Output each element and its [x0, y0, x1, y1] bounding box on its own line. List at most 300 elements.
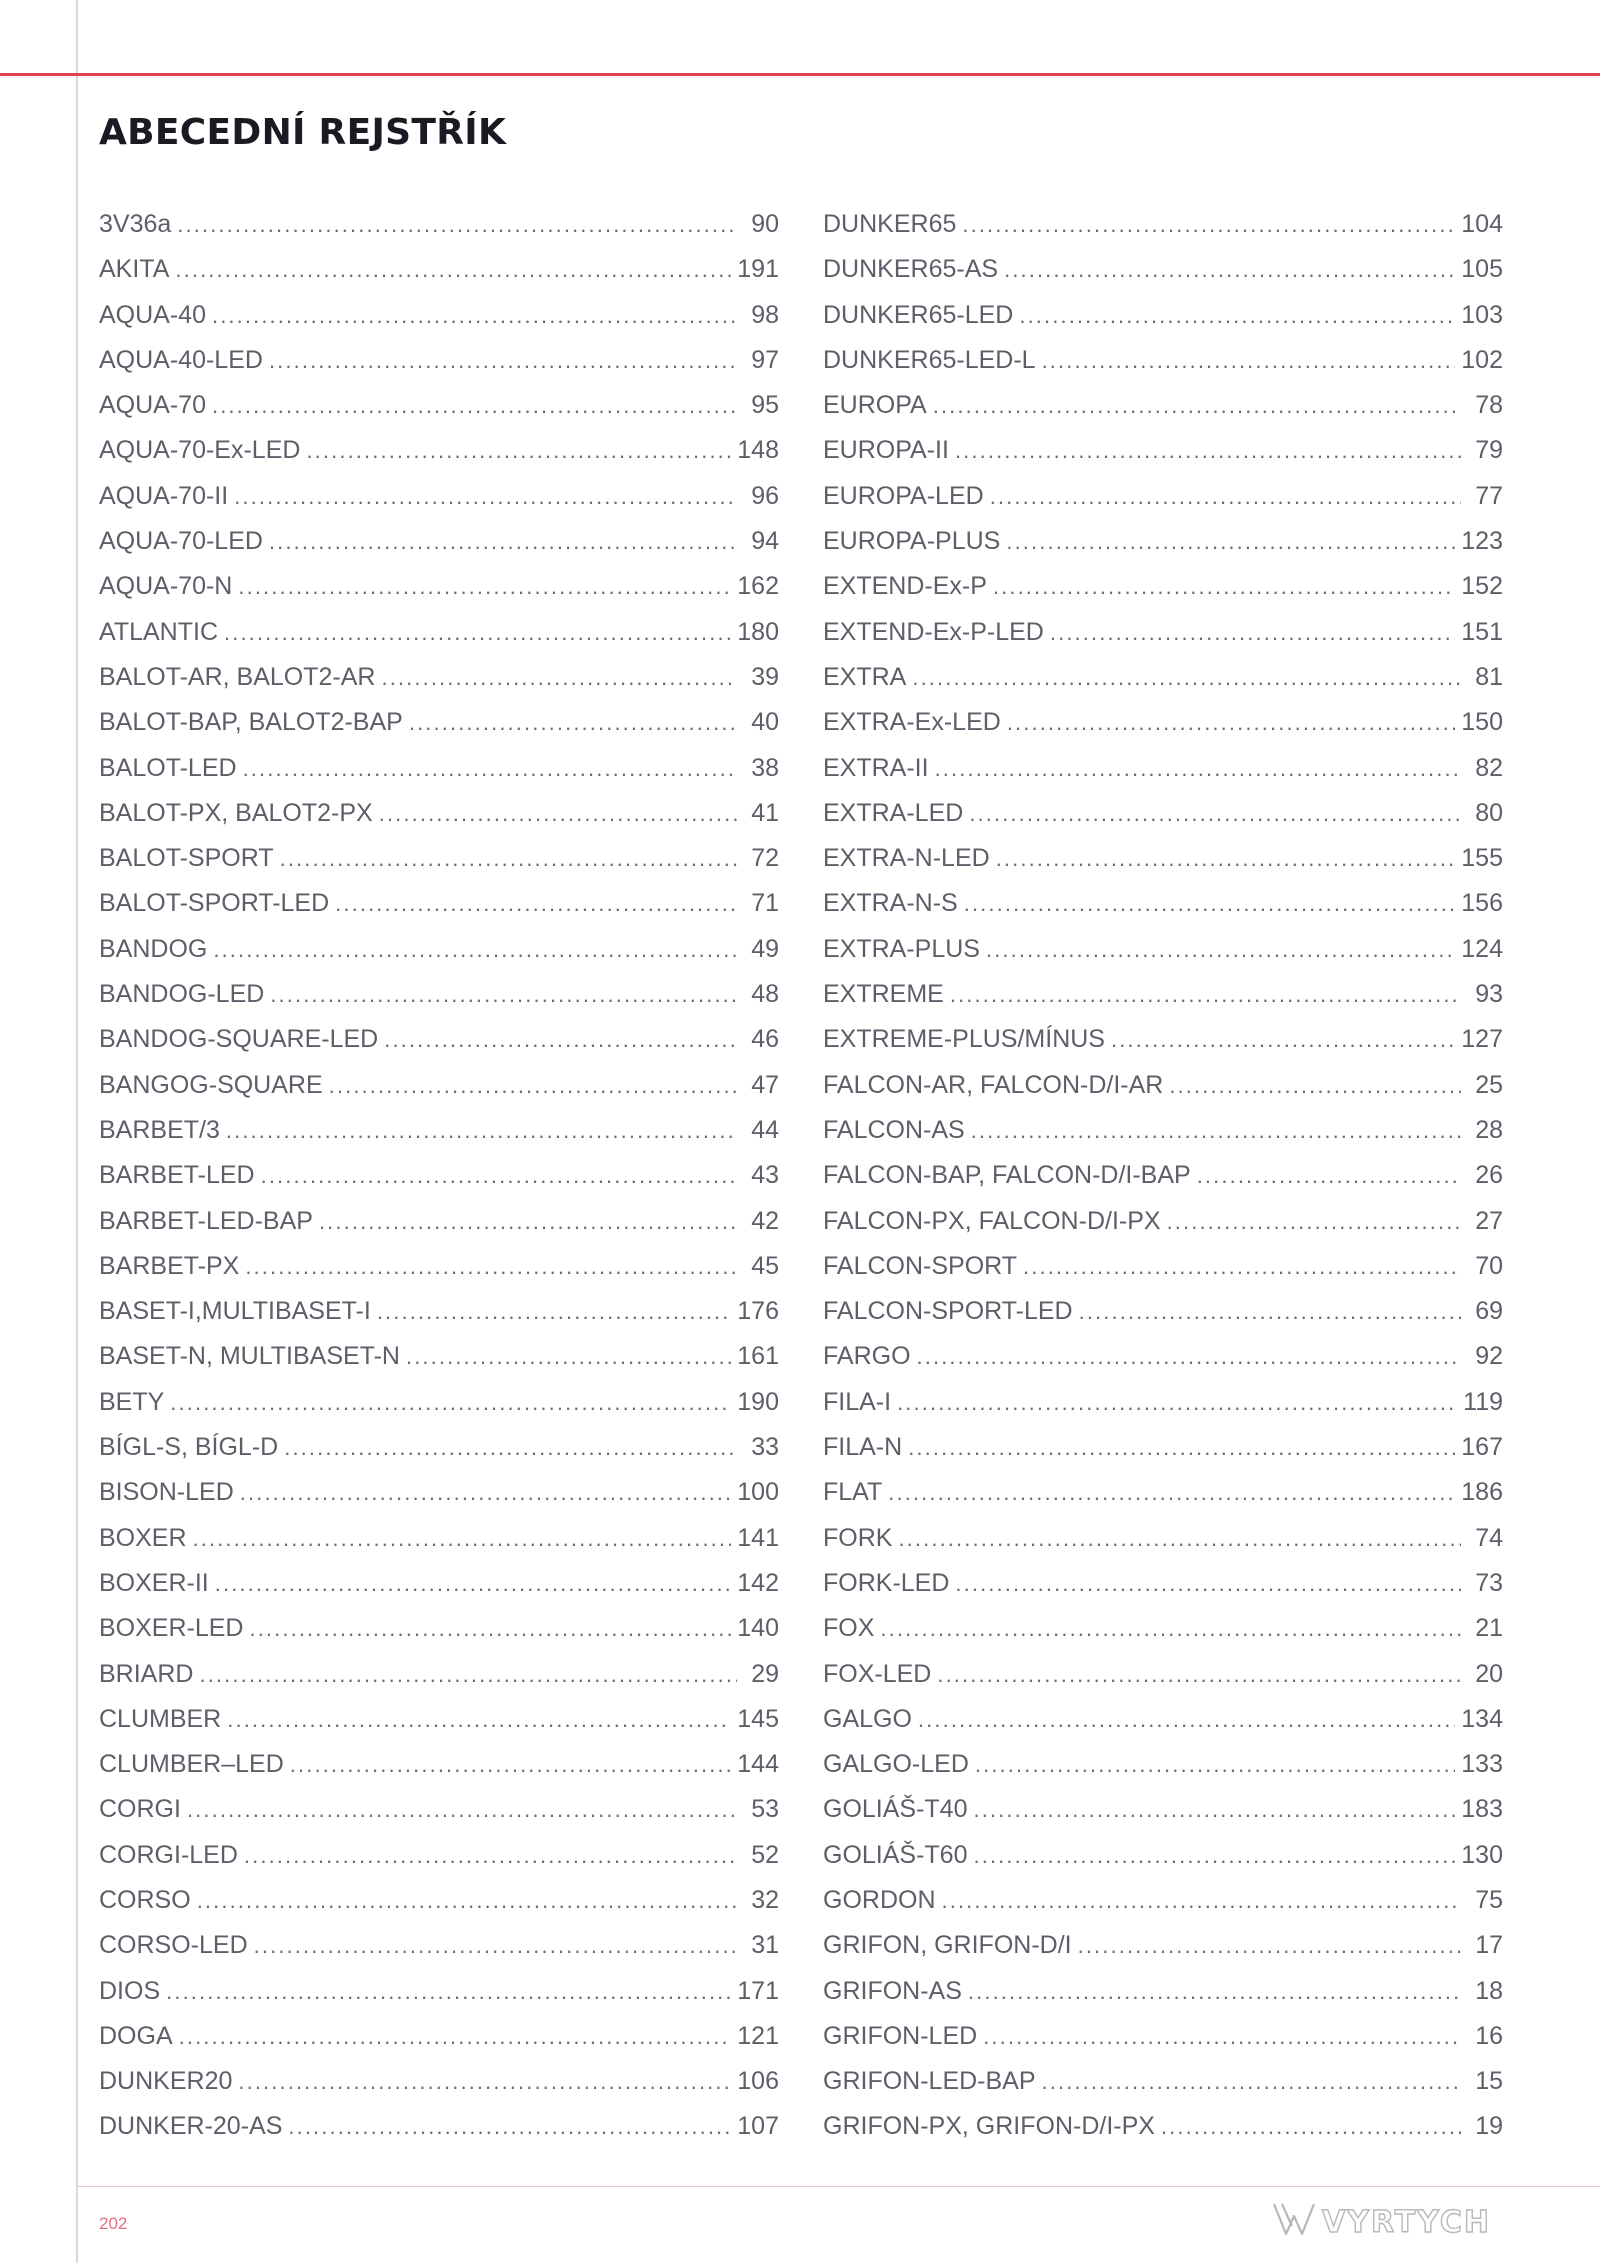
entry-name: BALOT-SPORT-LED	[99, 889, 330, 918]
entry-name: EXTRA-II	[823, 753, 929, 782]
entry-name: BETY	[99, 1387, 165, 1416]
index-entry	[99, 1841, 779, 1886]
entry-name: FORK-LED	[823, 1568, 950, 1597]
entry-name: BARBET-LED-BAP	[99, 1206, 313, 1235]
entry-page: 96	[751, 481, 779, 510]
index-entry	[99, 1660, 779, 1705]
entry-name: EXTEND-Ex-P-LED	[823, 617, 1044, 646]
entry-name: GRIFON, GRIFON-D/I	[823, 1931, 1072, 1960]
index-entry	[99, 1524, 779, 1569]
dot-leader	[1006, 529, 1455, 555]
footer-page-number: 202	[99, 2214, 128, 2233]
entry-name: FALCON-AR, FALCON-D/I-AR	[823, 1070, 1164, 1099]
index-entry	[823, 754, 1503, 799]
dot-leader	[1042, 2069, 1461, 2095]
dot-leader	[933, 393, 1461, 419]
index-entry	[823, 1931, 1503, 1976]
entry-name: FLAT	[823, 1478, 883, 1507]
index-entry	[99, 527, 779, 572]
entry-page: 41	[751, 798, 779, 827]
entry-page: 102	[1461, 345, 1503, 374]
dot-leader	[193, 1526, 732, 1552]
entry-name: GOLIÁŠ-T40	[823, 1795, 968, 1824]
dot-leader	[288, 2114, 731, 2140]
index-entry	[99, 935, 779, 980]
index-entry	[99, 663, 779, 708]
entry-name: FALCON-SPORT-LED	[823, 1297, 1073, 1326]
page-title: ABECEDNÍ REJSTŘÍK	[99, 112, 507, 153]
entry-name: DOGA	[99, 2021, 173, 2050]
entry-page: 134	[1461, 1704, 1503, 1733]
entry-name: BARBET-LED	[99, 1161, 255, 1190]
index-entry	[823, 1478, 1503, 1523]
dot-leader	[962, 212, 1455, 238]
entry-page: 145	[737, 1704, 779, 1733]
header-rule	[0, 73, 1600, 76]
dot-leader	[166, 1979, 731, 2005]
index-entry	[99, 1025, 779, 1070]
entry-page: 150	[1461, 708, 1503, 737]
entry-page: 38	[751, 753, 779, 782]
index-entry	[99, 255, 779, 300]
entry-page: 69	[1475, 1297, 1503, 1326]
entry-page: 32	[751, 1885, 779, 1914]
dot-leader	[329, 1073, 737, 1099]
entry-page: 80	[1475, 798, 1503, 827]
index-entry	[823, 255, 1503, 300]
entry-name: GRIFON-AS	[823, 1976, 962, 2005]
index-entry	[823, 301, 1503, 346]
index-entry	[99, 1161, 779, 1206]
entry-name: GALGO-LED	[823, 1750, 969, 1779]
entry-page: 90	[751, 210, 779, 238]
entry-name: EXTRA-N-S	[823, 889, 958, 918]
index-entry	[99, 1886, 779, 1931]
entry-name: BARBET/3	[99, 1115, 220, 1144]
entry-page: 103	[1461, 300, 1503, 329]
entry-name: FORK	[823, 1523, 893, 1552]
dot-leader	[993, 574, 1455, 600]
dot-leader	[917, 1344, 1461, 1370]
index-entry	[99, 1795, 779, 1840]
dot-leader	[1004, 257, 1455, 283]
entry-name: BANDOG	[99, 934, 208, 963]
dot-leader	[971, 1118, 1461, 1144]
entry-page: 20	[1475, 1659, 1503, 1688]
dot-leader	[381, 665, 737, 691]
entry-name: AQUA-70-II	[99, 481, 229, 510]
entry-name: GRIFON-LED-BAP	[823, 2067, 1036, 2096]
entry-name: FARGO	[823, 1342, 911, 1371]
entry-page: 156	[1461, 889, 1503, 918]
entry-name: GOLIÁŠ-T60	[823, 1840, 968, 1869]
index-entry	[823, 1750, 1503, 1795]
entry-name: EXTRA-LED	[823, 798, 964, 827]
index-entry	[99, 889, 779, 934]
entry-page: 53	[751, 1795, 779, 1824]
dot-leader	[888, 1480, 1455, 1506]
dot-leader	[170, 1390, 731, 1416]
entry-page: 121	[737, 2021, 779, 2050]
entry-page: 77	[1475, 481, 1503, 510]
entry-page: 98	[751, 300, 779, 329]
index-entry	[823, 210, 1503, 255]
index-entry	[99, 1071, 779, 1116]
entry-name: EXTREME-PLUS/MÍNUS	[823, 1025, 1105, 1054]
entry-page: 52	[751, 1840, 779, 1869]
dot-leader	[935, 756, 1461, 782]
index-entry	[823, 2067, 1503, 2112]
dot-leader	[227, 1707, 731, 1733]
index-column-left	[99, 210, 779, 2158]
dot-leader	[177, 212, 737, 238]
dot-leader	[244, 1843, 737, 1869]
entry-name: BARBET-PX	[99, 1251, 240, 1280]
index-entry	[99, 1297, 779, 1342]
dot-leader	[306, 438, 731, 464]
index-entry	[823, 436, 1503, 481]
dot-leader	[240, 1480, 732, 1506]
dot-leader	[975, 1752, 1455, 1778]
entry-name: BASET-N, MULTIBASET-N	[99, 1342, 400, 1371]
entry-page: 106	[737, 2067, 779, 2096]
entry-name: FALCON-SPORT	[823, 1251, 1018, 1280]
entry-page: 42	[751, 1206, 779, 1235]
entry-page: 47	[751, 1070, 779, 1099]
dot-leader	[880, 1616, 1461, 1642]
index-entry	[99, 482, 779, 527]
entry-page: 78	[1475, 391, 1503, 420]
entry-name: FALCON-BAP, FALCON-D/I-BAP	[823, 1161, 1191, 1190]
entry-page: 176	[737, 1297, 779, 1326]
entry-page: 39	[751, 662, 779, 691]
entry-name: AKITA	[99, 255, 170, 284]
index-entry	[99, 1705, 779, 1750]
entry-page: 100	[737, 1478, 779, 1507]
dot-leader	[898, 1526, 1461, 1552]
entry-name: AQUA-70-N	[99, 572, 233, 601]
dot-leader	[284, 1435, 737, 1461]
entry-page: 82	[1475, 753, 1503, 782]
index-entry	[99, 1750, 779, 1795]
entry-page: 191	[737, 255, 779, 284]
dot-leader	[335, 891, 737, 917]
entry-page: 73	[1475, 1568, 1503, 1597]
dot-leader	[290, 1752, 732, 1778]
entry-page: 107	[737, 2112, 779, 2141]
entry-page: 15	[1475, 2067, 1503, 2096]
dot-leader	[1169, 1073, 1461, 1099]
logo-wordmark: VYRTYCH	[1322, 2205, 1491, 2240]
entry-page: 75	[1475, 1885, 1503, 1914]
entry-page: 19	[1475, 2112, 1503, 2141]
index-entry	[99, 1388, 779, 1433]
dot-leader	[269, 529, 737, 555]
entry-name: DUNKER20	[99, 2067, 233, 2096]
index-entry	[823, 572, 1503, 617]
dot-leader	[996, 846, 1456, 872]
index-entry	[99, 1342, 779, 1387]
entry-page: 127	[1461, 1025, 1503, 1054]
entry-page: 155	[1461, 844, 1503, 873]
entry-name: BANGOG-SQUARE	[99, 1070, 323, 1099]
dot-leader	[964, 891, 1456, 917]
dot-leader	[942, 1888, 1462, 1914]
index-entry	[823, 1071, 1503, 1116]
dot-leader	[955, 438, 1461, 464]
dot-leader	[1111, 1027, 1455, 1053]
entry-name: BALOT-LED	[99, 753, 237, 782]
entry-name: EXTEND-Ex-P	[823, 572, 987, 601]
index-entry	[823, 346, 1503, 391]
entry-page: 152	[1461, 572, 1503, 601]
entry-name: GORDON	[823, 1885, 936, 1914]
entry-name: DUNKER65	[823, 210, 957, 238]
entry-name: CORSO-LED	[99, 1931, 248, 1960]
entry-name: DUNKER65-LED	[823, 300, 1014, 329]
entry-name: AQUA-70-Ex-LED	[99, 436, 301, 465]
entry-name: BISON-LED	[99, 1478, 234, 1507]
entry-name: BOXER-LED	[99, 1614, 244, 1643]
index-entry	[823, 1161, 1503, 1206]
index-entry	[99, 346, 779, 391]
entry-page: 45	[751, 1251, 779, 1280]
dot-leader	[245, 1254, 737, 1280]
entry-name: FOX	[823, 1614, 875, 1643]
dot-leader	[990, 484, 1461, 510]
entry-name: 3V36a	[99, 210, 172, 238]
entry-name: BANDOG-LED	[99, 980, 265, 1009]
index-entry	[99, 436, 779, 481]
index-entry	[823, 1433, 1503, 1478]
index-entry	[823, 1614, 1503, 1659]
dot-leader	[908, 1435, 1455, 1461]
entry-name: ATLANTIC	[99, 617, 218, 646]
entry-name: CORGI-LED	[99, 1840, 238, 1869]
index-entry	[823, 1841, 1503, 1886]
index-entry	[823, 1569, 1503, 1614]
entry-page: 148	[737, 436, 779, 465]
dot-leader	[319, 1209, 737, 1235]
entry-name: DUNKER-20-AS	[99, 2112, 283, 2141]
entry-page: 18	[1475, 1976, 1503, 2005]
vyrtych-logo	[1272, 2196, 1504, 2240]
index-entry	[823, 1342, 1503, 1387]
entry-page: 79	[1475, 436, 1503, 465]
entry-name: DIOS	[99, 1976, 161, 2005]
dot-leader	[377, 1299, 731, 1325]
dot-leader	[187, 1797, 737, 1823]
entry-page: 141	[737, 1523, 779, 1552]
index-entry	[99, 1931, 779, 1976]
index-entry	[99, 844, 779, 889]
entry-page: 48	[751, 980, 779, 1009]
dot-leader	[212, 303, 737, 329]
dot-leader	[955, 1571, 1461, 1597]
entry-page: 49	[751, 934, 779, 963]
entry-name: DUNKER65-LED-L	[823, 345, 1036, 374]
dot-leader	[212, 393, 737, 419]
index-entry	[823, 1795, 1503, 1840]
index-entry	[823, 1524, 1503, 1569]
index-entry	[99, 1433, 779, 1478]
entry-name: FALCON-PX, FALCON-D/I-PX	[823, 1206, 1161, 1235]
index-entry	[823, 1705, 1503, 1750]
entry-page: 27	[1475, 1206, 1503, 1235]
entry-name: EUROPA-PLUS	[823, 527, 1001, 556]
entry-page: 28	[1475, 1115, 1503, 1144]
entry-name: AQUA-70	[99, 391, 206, 420]
index-entry	[99, 1207, 779, 1252]
dot-leader	[1042, 348, 1456, 374]
entry-name: GRIFON-LED	[823, 2021, 978, 2050]
dot-leader	[1079, 1299, 1461, 1325]
entry-page: 43	[751, 1161, 779, 1190]
dot-leader	[238, 2069, 731, 2095]
left-margin-line	[76, 0, 78, 2263]
dot-leader	[897, 1390, 1457, 1416]
entry-name: AQUA-40-LED	[99, 345, 263, 374]
entry-name: BASET-I,MULTIBASET-I	[99, 1297, 371, 1326]
index-entry	[99, 1977, 779, 2022]
dot-leader	[234, 484, 737, 510]
dot-leader	[1161, 2114, 1461, 2140]
index-entry	[99, 754, 779, 799]
entry-page: 74	[1475, 1523, 1503, 1552]
entry-name: BÍGL-S, BÍGL-D	[99, 1433, 279, 1462]
dot-leader	[1023, 1254, 1461, 1280]
index-entry	[99, 301, 779, 346]
entry-page: 144	[737, 1750, 779, 1779]
dot-leader	[974, 1843, 1456, 1869]
dot-leader	[968, 1979, 1461, 2005]
entry-page: 95	[751, 391, 779, 420]
dot-leader	[1050, 620, 1455, 646]
entry-name: BALOT-BAP, BALOT2-BAP	[99, 708, 403, 737]
index-entry	[99, 980, 779, 1025]
entry-page: 161	[737, 1342, 779, 1371]
dot-leader	[215, 1571, 732, 1597]
index-entry	[823, 980, 1503, 1025]
entry-page: 72	[751, 844, 779, 873]
entry-name: EUROPA-LED	[823, 481, 984, 510]
entry-name: CLUMBER	[99, 1704, 222, 1733]
index-entry	[823, 2022, 1503, 2067]
entry-name: AQUA-70-LED	[99, 527, 263, 556]
dot-leader	[983, 2024, 1461, 2050]
dot-leader	[261, 1163, 737, 1189]
entry-page: 21	[1475, 1614, 1503, 1643]
entry-name: GALGO	[823, 1704, 912, 1733]
entry-page: 167	[1461, 1433, 1503, 1462]
dot-leader	[226, 1118, 737, 1144]
entry-name: BALOT-AR, BALOT2-AR	[99, 662, 376, 691]
entry-page: 119	[1463, 1387, 1503, 1416]
entry-name: BOXER	[99, 1523, 187, 1552]
entry-name: CLUMBER–LED	[99, 1750, 284, 1779]
entry-page: 94	[751, 527, 779, 556]
entry-page: 16	[1475, 2021, 1503, 2050]
entry-name: FALCON-AS	[823, 1115, 965, 1144]
index-entry	[99, 708, 779, 753]
entry-name: FOX-LED	[823, 1659, 932, 1688]
index-entry	[823, 663, 1503, 708]
entry-page: 25	[1475, 1070, 1503, 1099]
index-entry	[823, 1886, 1503, 1931]
index-entry	[823, 1116, 1503, 1161]
dot-leader	[270, 982, 737, 1008]
entry-name: DUNKER65-AS	[823, 255, 999, 284]
footer-rule	[78, 2186, 1600, 2187]
index-entry	[823, 391, 1503, 436]
index-entry	[99, 2067, 779, 2112]
dot-leader	[950, 982, 1461, 1008]
dot-leader	[238, 574, 731, 600]
entry-name: BALOT-SPORT	[99, 844, 274, 873]
dot-leader	[1078, 1933, 1461, 1959]
dot-leader	[969, 801, 1461, 827]
entry-name: BOXER-II	[99, 1568, 209, 1597]
entry-name: GRIFON-PX, GRIFON-D/I-PX	[823, 2112, 1155, 2141]
dot-leader	[409, 710, 737, 736]
entry-name: EXTRA-PLUS	[823, 934, 980, 963]
entry-page: 162	[737, 572, 779, 601]
entry-name: FILA-N	[823, 1433, 903, 1462]
entry-page: 46	[751, 1025, 779, 1054]
dot-leader	[986, 937, 1455, 963]
dot-leader	[1019, 303, 1455, 329]
index-entry	[99, 1252, 779, 1297]
entry-name: EXTRA-N-LED	[823, 844, 990, 873]
entry-page: 31	[751, 1931, 779, 1960]
entry-page: 26	[1475, 1161, 1503, 1190]
entry-page: 105	[1461, 255, 1503, 284]
dot-leader	[1197, 1163, 1461, 1189]
index-entry	[823, 1025, 1503, 1070]
entry-name: AQUA-40	[99, 300, 206, 329]
dot-leader	[974, 1797, 1456, 1823]
index-entry	[823, 2112, 1503, 2157]
index-entry	[99, 1569, 779, 1614]
dot-leader	[406, 1344, 731, 1370]
index-entry	[823, 844, 1503, 889]
index-column-right	[823, 210, 1503, 2158]
entry-page: 190	[737, 1387, 779, 1416]
entry-name: BANDOG-SQUARE-LED	[99, 1025, 379, 1054]
index-entry	[99, 391, 779, 436]
entry-name: CORSO	[99, 1885, 191, 1914]
dot-leader	[213, 937, 737, 963]
dot-leader	[280, 846, 737, 872]
dot-leader	[254, 1933, 737, 1959]
entry-page: 186	[1461, 1478, 1503, 1507]
dot-leader	[224, 620, 731, 646]
dot-leader	[379, 801, 737, 827]
dot-leader	[918, 1707, 1455, 1733]
index-entry	[99, 210, 779, 255]
entry-page: 180	[737, 617, 779, 646]
index-entry	[823, 1388, 1503, 1433]
entry-page: 183	[1461, 1795, 1503, 1824]
dot-leader	[243, 756, 737, 782]
index-entry	[823, 1297, 1503, 1342]
entry-page: 97	[751, 345, 779, 374]
entry-page: 93	[1475, 980, 1503, 1009]
entry-name: CORGI	[99, 1795, 181, 1824]
index-entry	[99, 2112, 779, 2157]
entry-page: 151	[1461, 617, 1503, 646]
entry-page: 124	[1461, 934, 1503, 963]
